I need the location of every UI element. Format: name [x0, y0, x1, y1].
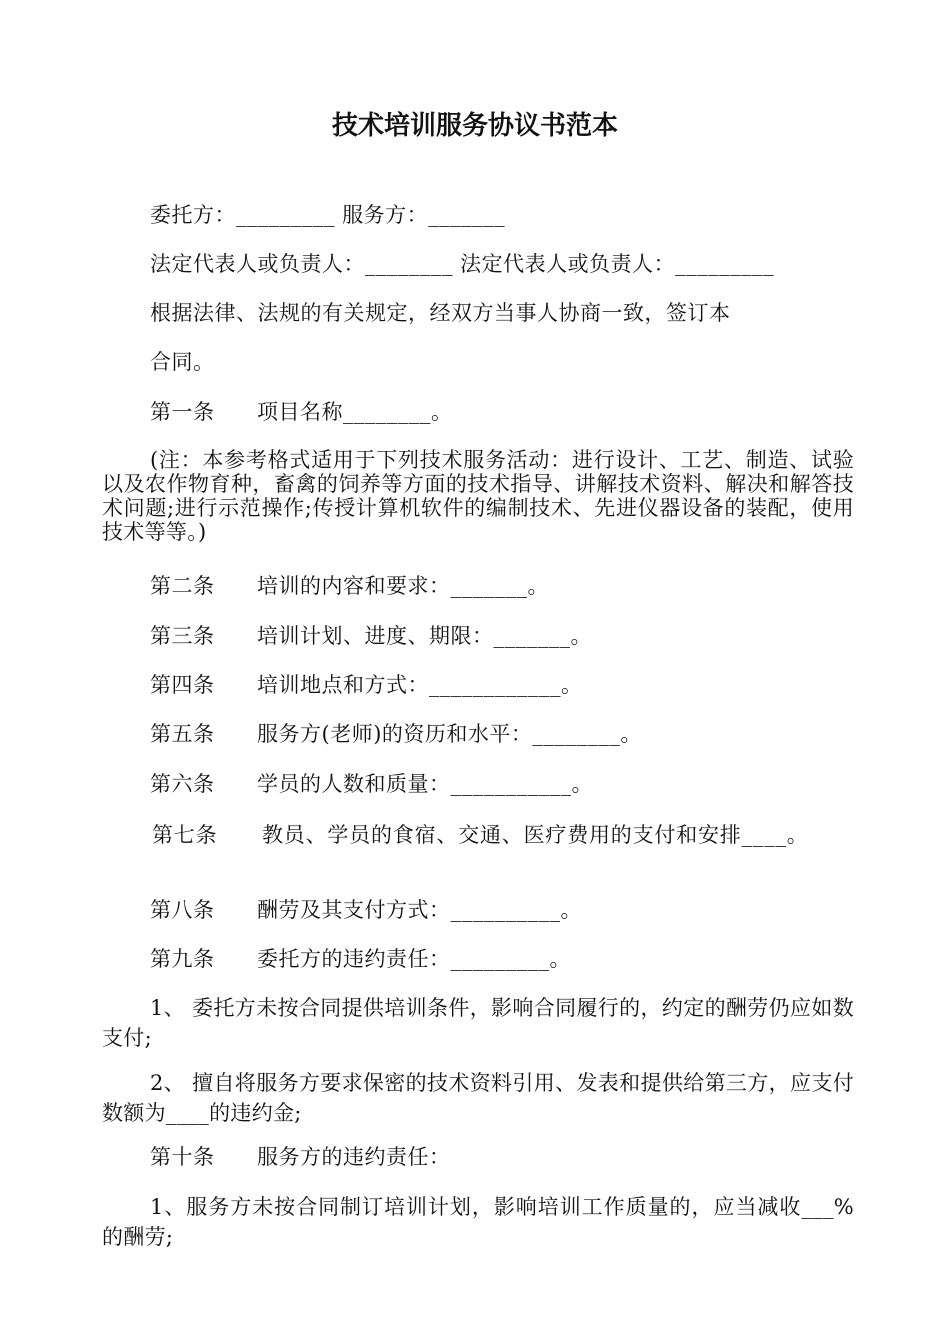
article-6 [150, 769, 593, 799]
article-number: 第二条 [150, 574, 215, 598]
article-number: 第五条 [150, 722, 215, 746]
representatives-line: 法定代表人或负责人：________ 法定代表人或负责人：_________ [150, 252, 775, 276]
article-text: 培训的内容和要求：_______。 [257, 574, 549, 598]
article-text: 教员、学员的食宿、交通、医疗费用的支付和安排____。 [262, 823, 809, 847]
article-number: 第八条 [150, 898, 215, 922]
article-5 [150, 719, 642, 749]
article-number: 第一条 [150, 400, 215, 424]
document-title: 技术培训服务协议书范本 [331, 111, 618, 141]
article-number: 第四条 [150, 673, 215, 697]
preamble-line-2: 合同。 [150, 350, 215, 374]
article-text: 服务方的违约责任： [257, 1145, 451, 1169]
article-number: 第三条 [150, 624, 215, 648]
client-liability-clause-1: 1、 委托方未按合同提供培训条件，影响合同履行的，约定的酬劳仍应如数支付; [102, 996, 854, 1050]
service-scope-note: (注：本参考格式适用于下列技术服务活动：进行设计、工艺、制造、试验以及农作物育种，畜禽的饲养等方面的技术指导、讲解技术资料、解决和解答技术问题;进行示范操作;传授计算机软件的编制技术、先进仪器设备的装配，使用技术等等。) [102, 448, 854, 544]
article-4 [150, 670, 583, 700]
article-text: 培训计划、进度、期限：_______。 [257, 624, 592, 648]
article-7 [152, 820, 809, 850]
article-number: 第九条 [150, 947, 215, 971]
article-text: 服务方(老师)的资历和水平：________。 [257, 722, 642, 746]
article-text: 项目名称________。 [257, 400, 453, 424]
article-1 [150, 397, 453, 427]
article-10 [150, 1142, 451, 1172]
article-number: 第七条 [152, 823, 218, 847]
article-number: 第十条 [150, 1145, 215, 1169]
parties-line: 委托方：_________ 服务方：_______ [150, 203, 506, 227]
article-9 [150, 944, 571, 974]
article-3 [150, 621, 592, 651]
provider-liability-clause-1: 1、服务方未按合同制订培训计划，影响培训工作质量的，应当减收___%的酬劳; [102, 1195, 854, 1249]
article-number: 第六条 [150, 772, 215, 796]
article-text: 培训地点和方式：____________。 [257, 673, 583, 697]
client-liability-clause-2: 2、 擅自将服务方要求保密的技术资料引用、发表和提供给第三方，应支付数额为____的违约金; [102, 1071, 854, 1125]
preamble-line-1: 根据法律、法规的有关规定，经双方当事人协商一致，签订本 [150, 301, 731, 325]
article-text: 酬劳及其支付方式：__________。 [257, 898, 582, 922]
article-2 [150, 571, 549, 601]
article-8 [150, 895, 582, 925]
article-text: 学员的人数和质量：___________。 [257, 772, 593, 796]
article-text: 委托方的违约责任：_________。 [257, 947, 571, 971]
